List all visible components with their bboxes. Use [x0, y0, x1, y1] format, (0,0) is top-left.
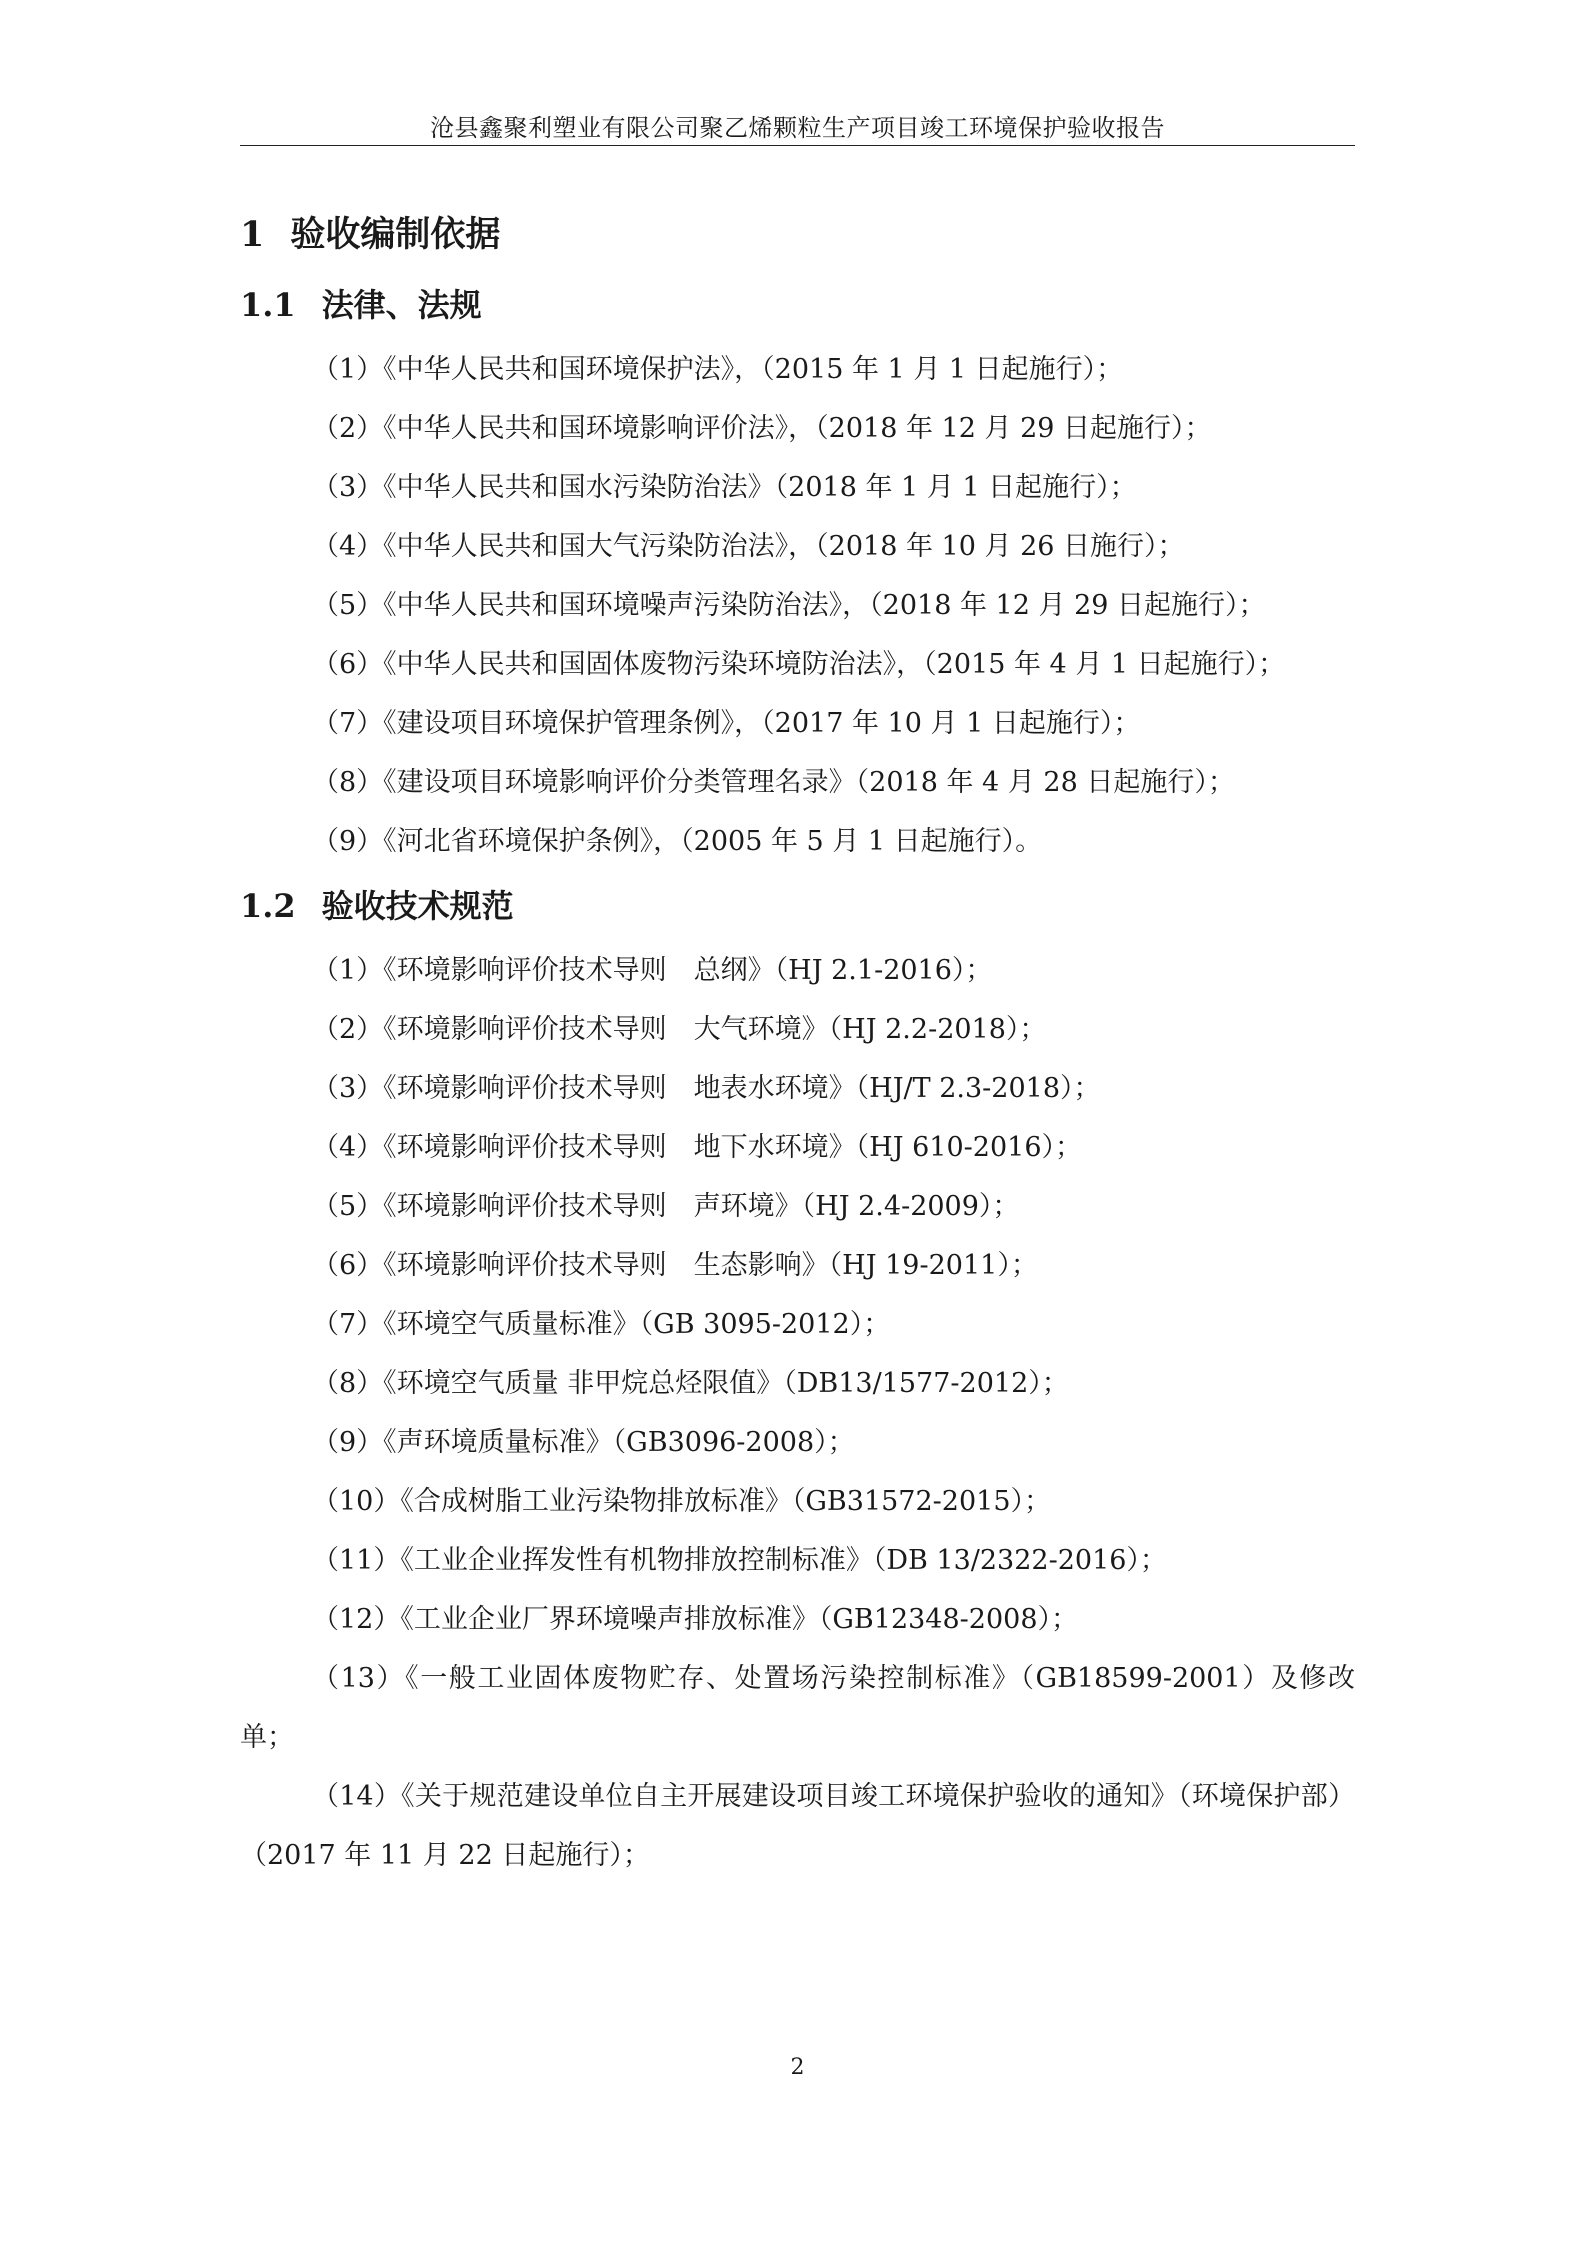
list-item: （9）《河北省环境保护条例》，（2005 年 5 月 1 日起施行）。 [312, 826, 1043, 857]
list-item: （7）《环境空气质量标准》（GB 3095-2012）； [312, 1309, 891, 1340]
list-item: （10）《合成树脂工业污染物排放标准》（GB31572-2015）； [312, 1486, 1051, 1517]
list-item: （7）《建设项目环境保护管理条例》，（2017 年 10 月 1 日起施行）； [312, 708, 1141, 739]
list-item: （12）《工业企业厂界环境噪声排放标准》（GB12348-2008）； [312, 1604, 1078, 1635]
list-item: （2）《中华人民共和国环境影响评价法》，（2018 年 12 月 29 日起施行）； [312, 413, 1212, 444]
page-number: 2 [790, 2055, 805, 2080]
list-item: （8）《建设项目环境影响评价分类管理名录》（2018 年 4 月 28 日起施行）； [312, 767, 1235, 798]
list-item: （3）《中华人民共和国水污染防治法》（2018 年 1 月 1 日起施行）； [312, 472, 1137, 503]
header-divider [240, 145, 1355, 146]
list-item: （2）《环境影响评价技术导则 大气环境》（HJ 2.2-2018）； [312, 1014, 1047, 1045]
list-item: （11）《工业企业挥发性有机物排放控制标准》（DB 13/2322-2016）； [312, 1545, 1167, 1576]
list-item: （4）《环境影响评价技术导则 地下水环境》（HJ 610-2016）； [312, 1132, 1082, 1163]
page-body [240, 200, 1355, 1885]
list-item: （13）《一般工业固体废物贮存、处置场污染控制标准》（GB18599-2001）及修改单； [240, 1663, 1355, 1753]
running-header: 沧县鑫聚利塑业有限公司聚乙烯颗粒生产项目竣工环境保护验收报告 [430, 114, 1165, 142]
subsection-heading-technical-specs [240, 871, 1355, 941]
technical-specs-list [240, 941, 1355, 1885]
section-number: 1 [240, 214, 265, 255]
subsection-title: 验收技术规范 [321, 887, 514, 925]
list-item: （6）《环境影响评价技术导则 生态影响》（HJ 19-2011）； [312, 1250, 1038, 1281]
laws-list [240, 340, 1355, 871]
list-item: （14）《关于规范建设单位自主开展建设项目竣工环境保护验收的通知》（环境保护部）（2017 年 11 月 22 日起施行）； [240, 1781, 1355, 1871]
subsection-title: 法律、法规 [321, 286, 482, 324]
subsection-number: 1.1 [240, 286, 296, 324]
list-item: （5）《环境影响评价技术导则 声环境》（HJ 2.4-2009）； [312, 1191, 1020, 1222]
list-item: （9）《声环境质量标准》（GB3096-2008）； [312, 1427, 855, 1458]
list-item: （4）《中华人民共和国大气污染防治法》，（2018 年 10 月 26 日施行）； [312, 531, 1185, 562]
list-item: （8）《环境空气质量 非甲烷总烃限值》（DB13/1577-2012）； [312, 1368, 1069, 1399]
list-item: （1）《中华人民共和国环境保护法》，（2015 年 1 月 1 日起施行）； [312, 354, 1124, 385]
list-item: （1）《环境影响评价技术导则 总纲》（HJ 2.1-2016）； [312, 955, 993, 986]
section-title: 验收编制依据 [290, 214, 501, 255]
subsection-heading-laws [240, 270, 1355, 340]
list-item: （5）《中华人民共和国环境噪声污染防治法》，（2018 年 12 月 29 日起施行）； [312, 590, 1266, 621]
list-item: （6）《中华人民共和国固体废物污染环境防治法》，（2015 年 4 月 1 日起施行）； [312, 649, 1286, 680]
list-item: （3）《环境影响评价技术导则 地表水环境》（HJ/T 2.3-2018）； [312, 1073, 1101, 1104]
section-heading [240, 200, 1355, 270]
subsection-number: 1.2 [240, 887, 296, 925]
